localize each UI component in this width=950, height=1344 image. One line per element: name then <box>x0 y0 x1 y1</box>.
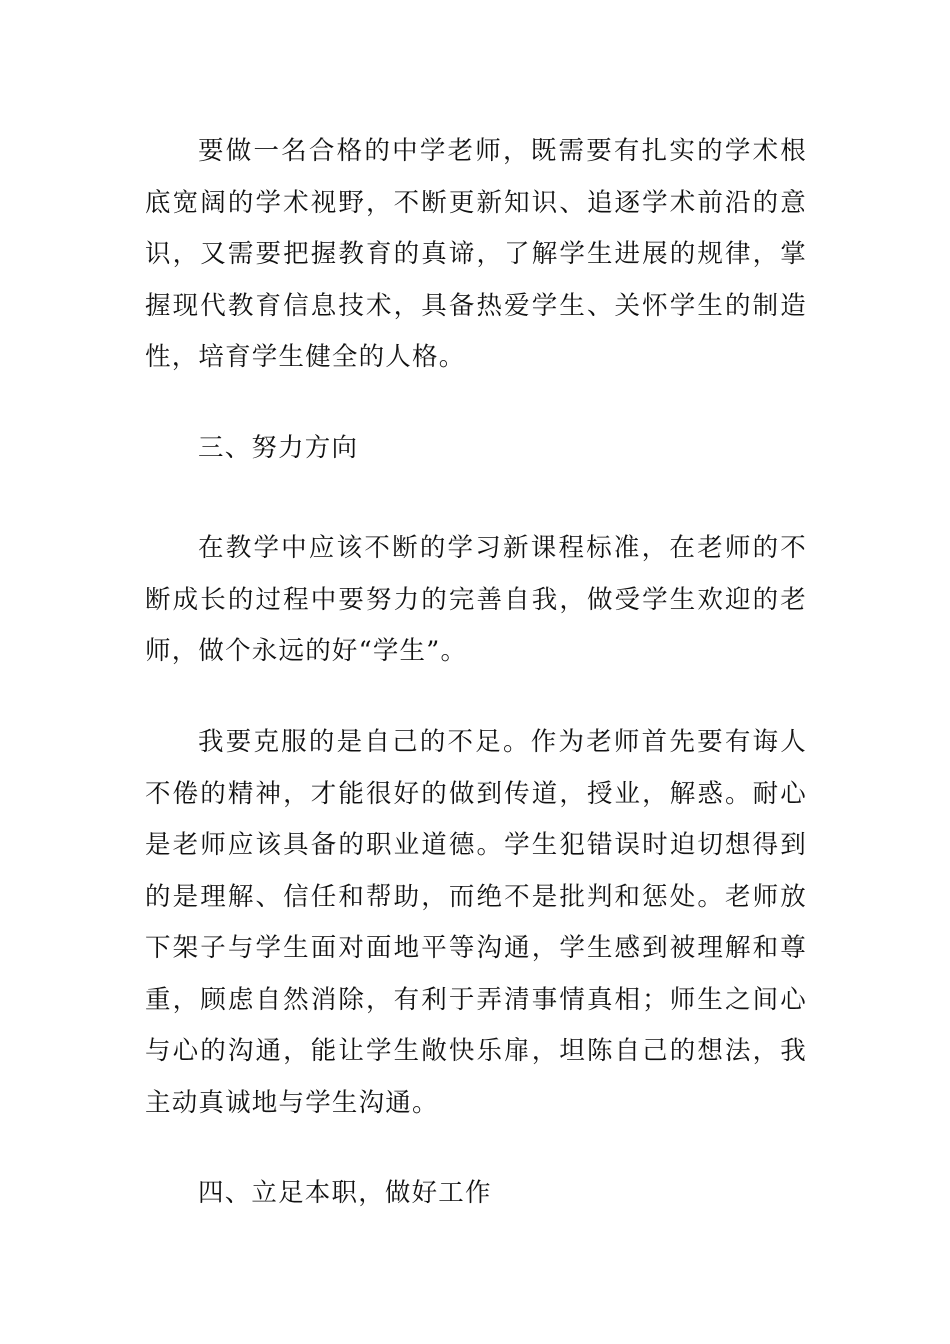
paragraph-learning-curriculum <box>145 523 807 678</box>
heading-text: 三、努力方向 <box>198 433 359 463</box>
heading-text: 四、立足本职，做好工作 <box>198 1178 492 1208</box>
section-heading-do-job-well <box>145 1168 807 1220</box>
section-heading-effort-direction <box>145 423 807 475</box>
paragraph-overcome-shortcomings <box>145 717 807 1129</box>
paragraph-text: 我要克服的是自己的不足。作为老师首先要有诲人不倦的精神，才能很好的做到传道，授业，解惑。耐心是老师应该具备的职业道德。学生犯错误时迫切想得到的是理解、信任和帮助，而绝不是批判和惩处。老师放下架子与学生面对面地平等沟通，学生感到被理解和尊重，顾虑自然消除，有利于弄清事情真相；师生之间心与心的沟通，能让学生敞快乐扉，坦陈自己的想法，我主动真诚地与学生沟通。 <box>145 727 807 1118</box>
paragraph-teacher-qualities <box>145 126 807 384</box>
paragraph-text: 在教学中应该不断的学习新课程标准，在老师的不断成长的过程中要努力的完善自我，做受学生欢迎的老师，做个永远的好“学生”。 <box>145 533 807 666</box>
paragraph-text: 要做一名合格的中学老师，既需要有扎实的学术根底宽阔的学术视野，不断更新知识、追逐学术前沿的意识，又需要把握教育的真谛，了解学生进展的规律，掌握现代教育信息技术，具备热爱学生、关怀学生的制造性，培育学生健全的人格。 <box>145 136 807 372</box>
